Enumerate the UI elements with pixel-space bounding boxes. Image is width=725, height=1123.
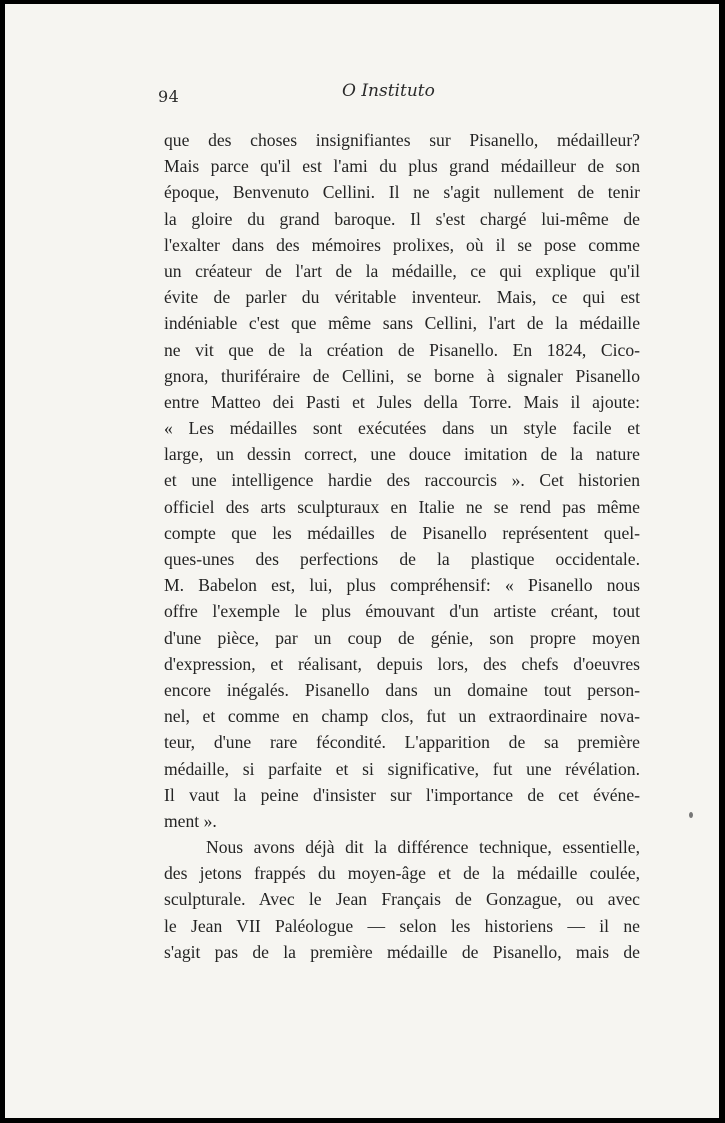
page-number: 94 xyxy=(158,87,180,106)
text-line: l'exalter dans des mémoires prolixes, où il se pose comme xyxy=(164,234,640,255)
paragraph xyxy=(164,127,640,834)
text-line: la gloire du grand baroque. Il s'est chargé lui-même de xyxy=(164,208,640,229)
text-line: s'agit pas de la première médaille de Pisanello, mais de xyxy=(164,941,640,962)
text-line: ment ». xyxy=(164,810,217,831)
text-line: nel, et comme en champ clos, fut un extraordinaire nova- xyxy=(164,706,640,727)
text-line: large, un dessin correct, une douce imitation de la nature xyxy=(164,444,640,465)
text-line: évite de parler du véritable inventeur. Mais, ce qui est xyxy=(164,287,640,308)
text-line: que des choses insignifiantes sur Pisanello, médailleur? xyxy=(164,130,640,150)
text-line: et une intelligence hardie des raccourcis ». Cet historien xyxy=(164,470,640,491)
paragraph xyxy=(164,834,640,965)
running-title: O Instituto xyxy=(342,81,435,101)
text-line: Il vaut la peine d'insister sur l'importance de cet événe- xyxy=(164,784,640,805)
text-line: « Les médailles sont exécutées dans un style facile et xyxy=(164,418,640,439)
body-text xyxy=(164,127,640,965)
text-line: encore inégalés. Pisanello dans un domaine tout person- xyxy=(164,679,640,700)
text-line: compte que les médailles de Pisanello représentent quel- xyxy=(164,522,640,543)
text-line: M. Babelon est, lui, plus compréhensif: « Pisanello nous xyxy=(164,575,640,596)
text-line: entre Matteo dei Pasti et Jules della Torre. Mais il ajoute: xyxy=(164,391,640,412)
text-line: d'expression, et réalisant, depuis lors, des chefs d'oeuvres xyxy=(164,653,640,674)
text-line: un créateur de l'art de la médaille, ce qui explique qu'il xyxy=(164,260,640,281)
text-line: médaille, si parfaite et si significative, fut une révélation. xyxy=(164,758,640,779)
text-line: offre l'exemple le plus émouvant d'un artiste créant, tout xyxy=(164,601,640,622)
text-line: des jetons frappés du moyen-âge et de la médaille coulée, xyxy=(164,863,640,884)
text-line: Nous avons déjà dit la différence technique, essentielle, xyxy=(206,837,640,858)
text-line: Mais parce qu'il est l'ami du plus grand médailleur de son xyxy=(164,156,640,177)
text-line: teur, d'une rare fécondité. L'apparition de sa première xyxy=(164,732,640,753)
text-line: le Jean VII Paléologue — selon les historiens — il ne xyxy=(164,915,640,936)
text-line: sculpturale. Avec le Jean Français de Gonzague, ou avec xyxy=(164,889,640,910)
page-header xyxy=(5,81,719,111)
book-page xyxy=(5,4,719,1118)
text-line: époque, Benvenuto Cellini. Il ne s'agit nullement de tenir xyxy=(164,182,640,203)
text-line: ne vit que de la création de Pisanello. En 1824, Cico- xyxy=(164,339,640,360)
text-line: officiel des arts sculpturaux en Italie ne se rend pas même xyxy=(164,496,640,517)
text-line: d'une pièce, par un coup de génie, son propre moyen xyxy=(164,627,640,648)
scan-speck xyxy=(689,812,693,818)
text-line: gnora, thuriféraire de Cellini, se borne à signaler Pisanello xyxy=(164,365,640,386)
text-line: ques-unes des perfections de la plastique occidentale. xyxy=(164,549,640,569)
text-line: indéniable c'est que même sans Cellini, l'art de la médaille xyxy=(164,313,640,334)
